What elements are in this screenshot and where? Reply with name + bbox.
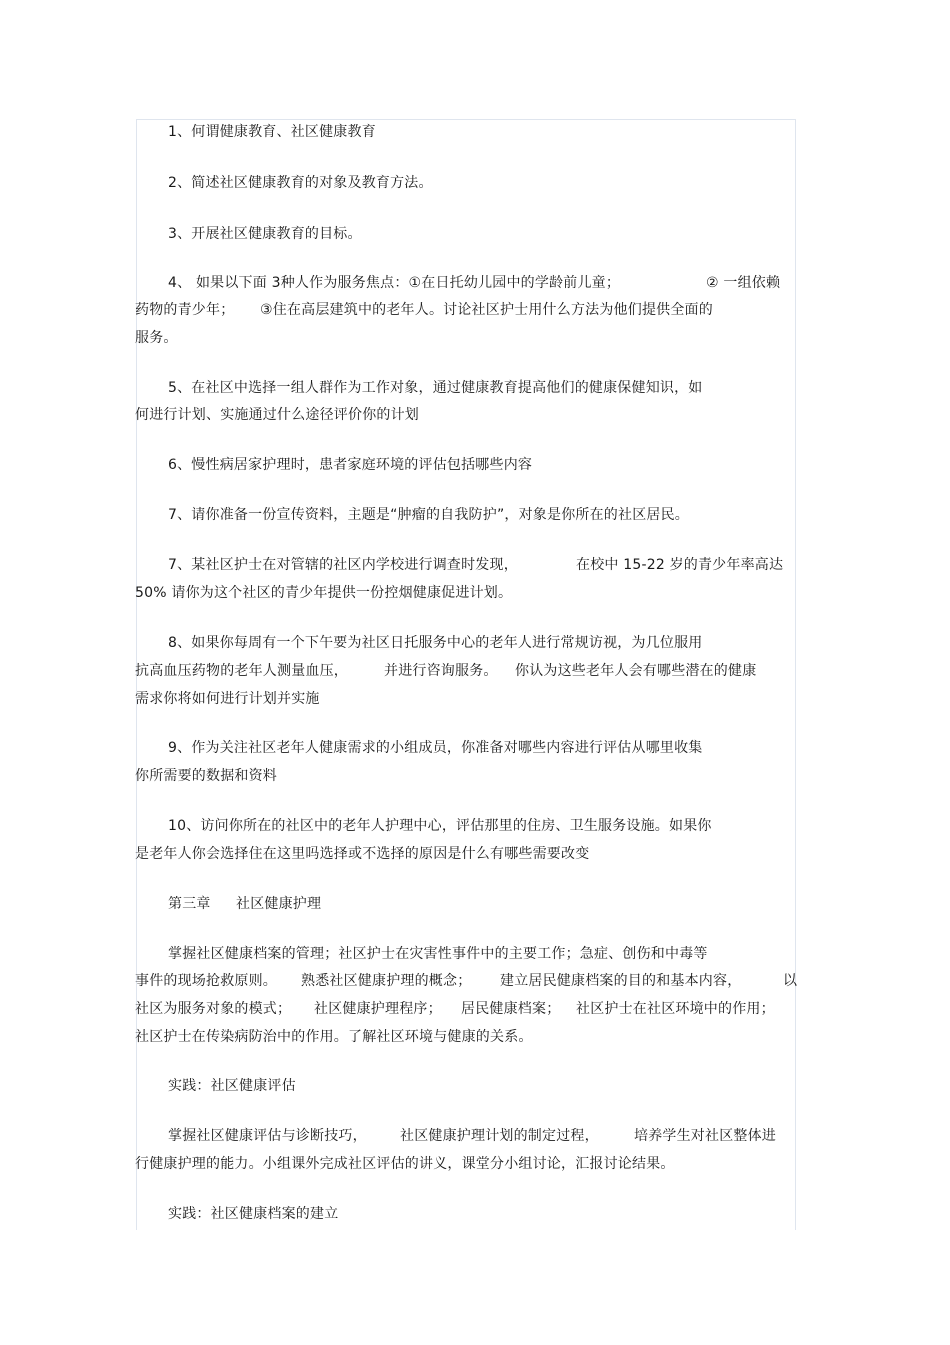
- question-8-line-2a: 抗高血压药物的老年人测量血压，: [135, 663, 348, 679]
- question-4-line-1b: ② 一组依赖: [706, 275, 781, 291]
- question-7b-line-1a: 7、某社区护士在对管辖的社区内学校进行调查时发现，: [168, 557, 518, 573]
- question-9-line-2: 你所需要的数据和资料: [135, 768, 277, 784]
- question-7b-line-1b: 在校中 15-22 岁的青少年率高达: [576, 557, 784, 573]
- question-10-line-2: 是老年人你会选择住在这里吗选择或不选择的原因是什么有哪些需要改变: [135, 846, 590, 862]
- paragraph-1-line-3b: 社区健康护理程序；: [314, 1001, 442, 1017]
- question-8-line-3: 需求你将如何进行计划并实施: [135, 691, 320, 707]
- question-4-line-3: 服务。: [135, 330, 178, 346]
- question-7b-line-2: 50% 请你为这个社区的青少年提供一份控烟健康促进计划。: [135, 585, 513, 601]
- question-8-line-2b: 并进行咨询服务。: [384, 663, 498, 679]
- question-10-line-1: 10、访问你所在的社区中的老年人护理中心，评估那里的住房、卫生服务设施。如果你: [168, 818, 712, 834]
- paragraph-1-line-2b: 熟悉社区健康护理的概念；: [301, 973, 472, 989]
- paragraph-2-line-1a: 掌握社区健康评估与诊断技巧，: [168, 1128, 367, 1144]
- question-3: 3、开展社区健康教育的目标。: [168, 226, 362, 242]
- paragraph-1-line-1: 掌握社区健康档案的管理；社区护士在灾害性事件中的主要工作；急症、创伤和中毒等: [168, 946, 708, 962]
- paragraph-2-line-2: 行健康护理的能力。小组课外完成社区评估的讲义，课堂分小组讨论，汇报讨论结果。: [135, 1156, 675, 1172]
- paragraph-1-line-3a: 社区为服务对象的模式；: [135, 1001, 292, 1017]
- section-heading-1: 实践：社区健康评估: [168, 1078, 296, 1094]
- question-1: 1、何谓健康教育、社区健康教育: [168, 124, 376, 140]
- paragraph-1-line-2c: 建立居民健康档案的目的和基本内容，: [500, 973, 742, 989]
- question-7: 7、请你准备一份宣传资料，主题是“肿瘤的自我防护”，对象是你所在的社区居民。: [168, 507, 690, 523]
- paragraph-1-line-2a: 事件的现场抢救原则。: [135, 973, 277, 989]
- question-4-line-1a: 4、 如果以下面 3种人作为服务焦点：①在日托幼儿园中的学龄前儿童；: [168, 275, 621, 291]
- paragraph-1-line-2d: 以: [783, 973, 798, 989]
- paragraph-1-line-3c: 居民健康档案；: [461, 1001, 561, 1017]
- question-4-line-2a: 药物的青少年；: [135, 302, 235, 318]
- question-6: 6、慢性病居家护理时，患者家庭环境的评估包括哪些内容: [168, 457, 533, 473]
- question-4-line-2b: ③住在高层建筑中的老年人。讨论社区护士用什么方法为他们提供全面的: [260, 302, 713, 318]
- question-8-line-1: 8、如果你每周有一个下午要为社区日托服务中心的老年人进行常规访视，为几位服用: [168, 635, 703, 651]
- question-5-line-2: 何进行计划、实施通过什么途径评价你的计划: [135, 407, 419, 423]
- question-5-line-1: 5、在社区中选择一组人群作为工作对象，通过健康教育提高他们的健康保健知识，如: [168, 380, 703, 396]
- chapter-number: 第三章: [168, 896, 211, 912]
- paragraph-2-line-1b: 社区健康护理计划的制定过程，: [400, 1128, 599, 1144]
- paragraph-2-line-1c: 培养学生对社区整体进: [634, 1128, 776, 1144]
- section-heading-2: 实践：社区健康档案的建立: [168, 1206, 339, 1222]
- paragraph-1-line-3d: 社区护士在社区环境中的作用；: [576, 1001, 775, 1017]
- question-9-line-1: 9、作为关注社区老年人健康需求的小组成员，你准备对哪些内容进行评估从哪里收集: [168, 740, 703, 756]
- question-2: 2、简述社区健康教育的对象及教育方法。: [168, 175, 433, 191]
- question-8-line-2c: 你认为这些老年人会有哪些潜在的健康: [515, 663, 757, 679]
- paragraph-1-line-4: 社区护士在传染病防治中的作用。了解社区环境与健康的关系。: [135, 1029, 533, 1045]
- chapter-title: 社区健康护理: [236, 896, 322, 912]
